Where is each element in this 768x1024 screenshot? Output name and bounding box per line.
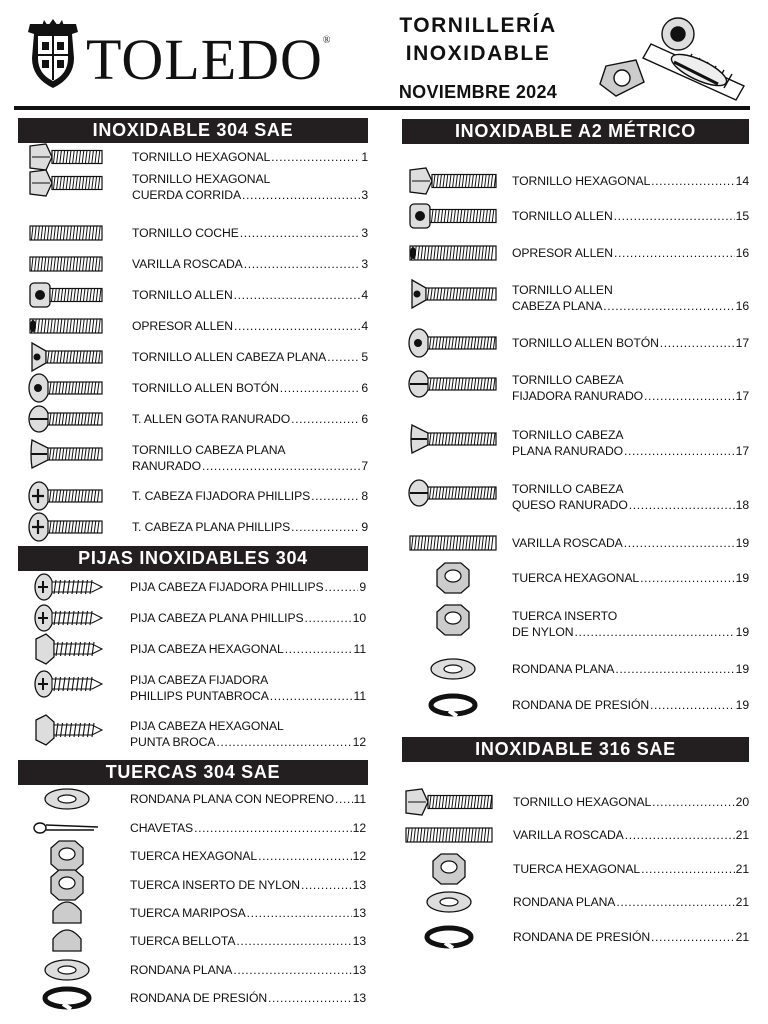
socket-cap-screw-icon xyxy=(408,201,498,231)
catalog-entry xyxy=(130,933,366,950)
button-head-screw-icon xyxy=(408,328,498,358)
page-number: 21 xyxy=(735,930,749,944)
page-number: 17 xyxy=(735,336,749,350)
lock-washer-icon xyxy=(408,690,498,720)
dot-leader xyxy=(660,335,735,352)
dot-leader xyxy=(614,208,735,225)
hero-bolts-illustration xyxy=(596,10,746,102)
dot-leader xyxy=(202,458,360,475)
catalog-entry xyxy=(132,442,368,475)
dot-leader xyxy=(575,624,735,641)
nylon-insert-nut-icon xyxy=(408,605,498,635)
hex-drill-point-screw-icon xyxy=(34,715,104,745)
entry-title: RONDANA DE PRESIÓN xyxy=(130,991,268,1005)
entry-title: T. CABEZA FIJADORA PHILLIPS xyxy=(132,489,311,503)
catalog-entry xyxy=(130,848,366,865)
page-number: 13 xyxy=(352,906,366,920)
set-screw-icon xyxy=(28,311,104,341)
dot-leader xyxy=(652,794,734,811)
page-number: 11 xyxy=(353,642,366,656)
catalog-entry xyxy=(513,794,749,811)
catalog-entry xyxy=(132,256,368,273)
entry-title: T. ALLEN GOTA RANURADO xyxy=(132,412,291,426)
phillips-flat-tapping-screw-icon xyxy=(34,603,104,633)
catalog-entry xyxy=(130,672,366,705)
dot-leader xyxy=(640,570,735,587)
dot-leader xyxy=(603,298,734,315)
catalog-entry xyxy=(512,570,749,587)
section-header-316-sae: INOXIDABLE 316 SAE xyxy=(402,737,749,762)
socket-cap-screw-icon xyxy=(28,280,104,310)
catalog-entry xyxy=(132,488,368,505)
entry-title: TORNILLO HEXAGONAL xyxy=(132,150,271,164)
page-number: 5 xyxy=(361,350,368,364)
catalog-entry xyxy=(132,149,368,166)
phillips-flat-screw-icon xyxy=(28,512,104,542)
entry-title: VARILLA ROSCADA xyxy=(132,257,243,271)
catalog-entry xyxy=(130,820,366,837)
catalog-entry xyxy=(512,282,749,315)
page-number: 1 xyxy=(361,150,368,164)
cotter-pin-icon xyxy=(32,813,102,843)
dot-leader xyxy=(325,579,359,596)
catalog-entry xyxy=(130,877,366,894)
entry-title: RONDANA DE PRESIÓN xyxy=(512,698,650,712)
page-number: 17 xyxy=(735,444,749,458)
hex-nut-icon xyxy=(32,841,102,871)
catalog-entry xyxy=(130,579,366,596)
slotted-pan-screw-icon xyxy=(408,369,498,399)
entry-title: TUERCA BELLOTA xyxy=(130,934,236,948)
slotted-flat-screw-icon xyxy=(28,439,104,469)
catalog-entry xyxy=(132,380,368,397)
entry-title-line1: TUERCA INSERTO xyxy=(512,608,618,623)
dot-leader xyxy=(335,791,353,808)
page-number: 19 xyxy=(735,625,749,639)
phillips-pan-screw-icon xyxy=(28,481,104,511)
entry-title: T. CABEZA PLANA PHILLIPS xyxy=(132,520,291,534)
dot-leader xyxy=(301,877,352,894)
catalog-entry xyxy=(132,519,368,536)
dot-leader xyxy=(311,488,360,505)
page-number: 4 xyxy=(361,319,368,333)
dot-leader xyxy=(641,861,735,878)
entry-title: TORNILLO HEXAGONAL xyxy=(512,174,651,188)
catalog-entry xyxy=(512,535,749,552)
entry-title: TUERCA HEXAGONAL xyxy=(512,571,640,585)
page-number: 14 xyxy=(735,174,749,188)
entry-title: TORNILLO ALLEN BOTÓN xyxy=(132,381,279,395)
dot-leader xyxy=(651,173,734,190)
lock-washer-icon xyxy=(404,922,494,952)
dot-leader xyxy=(651,929,735,946)
page-number: 16 xyxy=(735,299,749,313)
page-number: 12 xyxy=(352,735,366,749)
hex-tapping-screw-icon xyxy=(34,634,104,664)
entry-title-line2: PUNTA BROCA xyxy=(130,735,216,749)
dot-leader xyxy=(291,519,360,536)
entry-title: TORNILLO ALLEN CABEZA PLANA xyxy=(132,350,327,364)
entry-title: VARILLA ROSCADA xyxy=(513,828,624,842)
threaded-rod-icon xyxy=(408,528,498,558)
phillips-pan-tapping-screw-icon xyxy=(34,572,104,602)
hex-bolt-icon xyxy=(404,787,494,817)
dot-leader xyxy=(280,380,361,397)
slotted-flat-screw-icon xyxy=(408,424,498,454)
slotted-cheese-screw-icon xyxy=(408,478,498,508)
entry-title-line2: CUERDA CORRIDA xyxy=(132,188,241,202)
hex-nut-icon xyxy=(408,563,498,593)
dot-leader xyxy=(270,688,353,705)
catalog-entry xyxy=(130,905,366,922)
page-number: 19 xyxy=(735,536,749,550)
flat-washer-icon xyxy=(408,654,498,684)
wing-nut-icon xyxy=(32,898,102,928)
dot-leader xyxy=(614,245,735,262)
entry-title-line2: RANURADO xyxy=(132,459,201,473)
catalog-entry xyxy=(512,208,749,225)
dot-leader xyxy=(194,820,352,837)
entry-title-line2: DE NYLON xyxy=(512,625,574,639)
entry-title: VARILLA ROSCADA xyxy=(512,536,623,550)
entry-title: TORNILLO ALLEN xyxy=(132,288,233,302)
lock-washer-icon xyxy=(32,983,102,1013)
page-number: 19 xyxy=(735,698,749,712)
flat-head-socket-screw-icon xyxy=(408,279,498,309)
dot-leader xyxy=(615,661,734,678)
hex-nut-icon xyxy=(404,854,494,884)
catalog-entry xyxy=(132,287,368,304)
page-number: 3 xyxy=(361,257,368,271)
entry-title: RONDANA PLANA xyxy=(512,662,615,676)
entry-title-line1: TORNILLO CABEZA PLANA xyxy=(132,442,286,457)
page-number: 21 xyxy=(735,828,749,842)
catalog-entry xyxy=(512,697,749,714)
entry-title-line1: TORNILLO CABEZA xyxy=(512,427,624,442)
page-number: 21 xyxy=(735,862,749,876)
catalog-entry xyxy=(132,411,368,428)
dot-leader xyxy=(258,848,352,865)
page-number: 19 xyxy=(735,571,749,585)
carriage-bolt-icon xyxy=(28,218,104,248)
entry-title: OPRESOR ALLEN xyxy=(132,319,233,333)
page-number: 7 xyxy=(361,459,368,473)
flat-head-socket-screw-icon xyxy=(28,342,104,372)
page-number: 16 xyxy=(735,246,749,260)
dot-leader xyxy=(233,962,351,979)
entry-title: PIJA CABEZA HEXAGONAL xyxy=(130,642,284,656)
entry-title: PIJA CABEZA PLANA PHILLIPS xyxy=(130,611,304,625)
catalog-entry xyxy=(512,608,749,641)
page-number: 9 xyxy=(361,520,368,534)
dot-leader xyxy=(247,905,352,922)
page-number: 3 xyxy=(361,226,368,240)
entry-title-line2: PLANA RANURADO xyxy=(512,444,624,458)
threaded-rod-icon xyxy=(404,820,494,850)
dot-leader xyxy=(644,388,735,405)
dot-leader xyxy=(629,497,735,514)
entry-title: TUERCA MARIPOSA xyxy=(130,906,246,920)
dot-leader xyxy=(244,256,361,273)
entry-title: TORNILLO ALLEN BOTÓN xyxy=(512,336,659,350)
entry-title: RONDANA PLANA xyxy=(130,963,233,977)
entry-title: OPRESOR ALLEN xyxy=(512,246,613,260)
dot-leader xyxy=(268,990,352,1007)
slotted-pan-screw-icon xyxy=(28,404,104,434)
hex-bolt-icon xyxy=(408,166,498,196)
catalog-entry xyxy=(130,718,366,751)
catalog-entry xyxy=(512,481,749,514)
page-number: 6 xyxy=(361,381,368,395)
entry-title-line1: TORNILLO ALLEN xyxy=(512,282,613,297)
entry-title: TUERCA INSERTO DE NYLON xyxy=(130,878,300,892)
catalog-entry xyxy=(130,641,366,658)
catalog-entry xyxy=(132,171,368,204)
page-number: 17 xyxy=(735,389,749,403)
page-number: 11 xyxy=(353,689,366,703)
page-number: 8 xyxy=(361,489,368,503)
page-number: 18 xyxy=(735,498,749,512)
catalog-entry xyxy=(513,861,749,878)
hex-bolt-full-thread-icon xyxy=(28,168,104,198)
entry-title-line2: FIJADORA RANURADO xyxy=(512,389,644,403)
dot-leader xyxy=(305,610,352,627)
dot-leader xyxy=(234,318,360,335)
entry-title: TORNILLO ALLEN xyxy=(512,209,613,223)
entry-title-line1: PIJA CABEZA FIJADORA xyxy=(130,672,269,687)
catalog-entry xyxy=(513,827,749,844)
dot-leader xyxy=(625,827,735,844)
section-header-tuercas-304: TUERCAS 304 SAE xyxy=(18,760,368,785)
phillips-drill-point-screw-icon xyxy=(34,669,104,699)
page-number: 13 xyxy=(352,991,366,1005)
catalog-entry xyxy=(512,335,749,352)
entry-title-line2: CABEZA PLANA xyxy=(512,299,603,313)
entry-title-line2: PHILLIPS PUNTABROCA xyxy=(130,689,269,703)
dot-leader xyxy=(624,535,735,552)
acorn-nut-icon xyxy=(32,926,102,956)
catalog-entry xyxy=(513,894,749,911)
entry-title-line1: TORNILLO CABEZA xyxy=(512,372,624,387)
page-number: 10 xyxy=(352,611,366,625)
entry-title-line2: QUESO RANURADO xyxy=(512,498,628,512)
page-number: 13 xyxy=(352,963,366,977)
dot-leader xyxy=(234,287,361,304)
catalog-entry xyxy=(512,173,749,190)
entry-title: RONDANA PLANA xyxy=(513,895,616,909)
dot-leader xyxy=(650,697,735,714)
entry-title: TORNILLO HEXAGONAL xyxy=(513,795,652,809)
dot-leader xyxy=(271,149,360,166)
catalog-entry xyxy=(132,318,368,335)
section-header-304-sae: INOXIDABLE 304 SAE xyxy=(18,118,368,143)
catalog-entry xyxy=(512,245,749,262)
threaded-rod-icon xyxy=(28,249,104,279)
entry-title-line1: PIJA CABEZA HEXAGONAL xyxy=(130,718,284,733)
dot-leader xyxy=(242,187,360,204)
catalog-entry xyxy=(513,929,749,946)
flat-washer-icon xyxy=(404,887,494,917)
entry-title-line1: TORNILLO CABEZA xyxy=(512,481,624,496)
page-number: 11 xyxy=(353,792,366,806)
entry-title: TUERCA HEXAGONAL xyxy=(513,862,641,876)
catalog-entry xyxy=(132,349,368,366)
catalog-entry xyxy=(130,610,366,627)
dot-leader xyxy=(327,349,360,366)
flat-washer-icon xyxy=(32,955,102,985)
page-number: 15 xyxy=(735,209,749,223)
catalog-entry xyxy=(512,661,749,678)
catalog-entry xyxy=(130,791,366,808)
entry-title-line1: TORNILLO HEXAGONAL xyxy=(132,171,271,186)
page-number: 4 xyxy=(361,288,368,302)
page-number: 20 xyxy=(735,795,749,809)
section-header-a2-metrico: INOXIDABLE A2 MÉTRICO xyxy=(402,119,749,144)
dot-leader xyxy=(624,443,735,460)
catalog-title-line2: INOXIDABLE xyxy=(405,42,551,65)
page-number: 12 xyxy=(352,849,366,863)
page-number: 13 xyxy=(352,934,366,948)
page-number: 13 xyxy=(352,878,366,892)
header-divider xyxy=(14,106,750,110)
entry-title: PIJA CABEZA FIJADORA PHILLIPS xyxy=(130,580,324,594)
dot-leader xyxy=(236,933,351,950)
entry-title: RONDANA PLANA CON NEOPRENO xyxy=(130,792,334,806)
dot-leader xyxy=(216,734,351,751)
entry-title: RONDANA DE PRESIÓN xyxy=(513,930,651,944)
entry-title: TUERCA HEXAGONAL xyxy=(130,849,258,863)
page-number: 3 xyxy=(361,188,368,202)
section-header-pijas-304: PIJAS INOXIDABLES 304 xyxy=(18,546,368,571)
catalog-title-line1: TORNILLERÍA xyxy=(399,14,557,37)
neoprene-washer-icon xyxy=(32,784,102,814)
brand-name: TOLEDO® xyxy=(86,27,332,92)
nylon-insert-nut-icon xyxy=(32,870,102,900)
catalog-entry xyxy=(130,962,366,979)
dot-leader xyxy=(291,411,360,428)
entry-title: TORNILLO COCHE xyxy=(132,226,239,240)
dot-leader xyxy=(285,641,353,658)
entry-title: CHAVETAS xyxy=(130,821,194,835)
toledo-crest-icon xyxy=(22,18,84,90)
button-head-screw-icon xyxy=(28,373,104,403)
page-number: 19 xyxy=(735,662,749,676)
dot-leader xyxy=(240,225,361,242)
dot-leader xyxy=(616,894,734,911)
page-number: 9 xyxy=(359,580,366,594)
page-number: 12 xyxy=(352,821,366,835)
catalog-entry xyxy=(132,225,368,242)
catalog-entry xyxy=(130,990,366,1007)
page-number: 6 xyxy=(361,412,368,426)
catalog-date: NOVIEMBRE 2024 xyxy=(398,82,558,102)
catalog-entry xyxy=(512,427,749,460)
catalog-entry xyxy=(512,372,749,405)
set-screw-icon xyxy=(408,238,498,268)
page-number: 21 xyxy=(735,895,749,909)
